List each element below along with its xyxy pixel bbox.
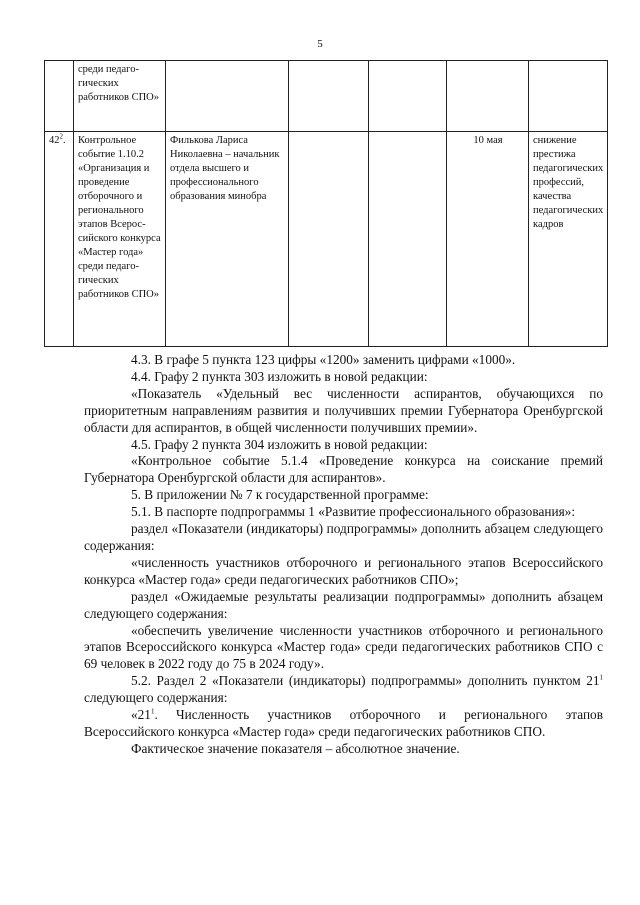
cell-risk: снижение престижа педагогических профессий, качества педагогических кадров (529, 132, 608, 347)
row-number: 42 (49, 135, 60, 146)
cell-date (447, 61, 529, 132)
cell-event: среди педаго-гических работников СПО» (74, 61, 166, 132)
paragraph-text: следующего содержания: (84, 690, 228, 706)
paragraph (84, 673, 603, 707)
superscript: 1 (150, 707, 155, 716)
cell-date: 10 мая (447, 132, 529, 347)
superscript: 1 (599, 673, 603, 682)
cell-responsible: Филькова Лариса Николаевна – начальник отдела высшего и профессионального образования минобра (166, 132, 289, 347)
cell-event: Контрольное событие 1.10.2 «Организация и проведение отборочного и регионального этапов Всерос-сийского конкурса «Мастер года» среди педаго-гических работников СПО» (74, 132, 166, 347)
cell-col4 (289, 61, 369, 132)
paragraph: Фактическое значение показателя – абсолютное значение. (131, 740, 460, 756)
table-row (45, 61, 608, 132)
table-row (45, 132, 608, 347)
paragraph-text: . Численность участников отборочного и регионального этапов Всероссийского конкурса «Мастер года» среди педагогических работников СПО. (84, 707, 603, 739)
cell-col4 (289, 132, 369, 347)
paragraph-text: 5.2. Раздел 2 «Показатели (индикаторы) подпрограммы» дополнить пунктом 21 (131, 673, 600, 689)
paragraph: «Показатель «Удельный вес численности аспирантов, обучающихся по приоритетным направлениям развития и получивших премии Губернатора Оренбургской области для аспирантов, в общей численности получивших премии». (84, 385, 603, 435)
paragraph: «численность участников отборочного и регионального этапов Всероссийского конкурса «Мастер года» среди педагогических работников СПО»; (84, 554, 603, 587)
row-number-superscript: 2 (59, 132, 63, 141)
cell-col5 (369, 61, 447, 132)
cell-col5 (369, 132, 447, 347)
cell-responsible (166, 61, 289, 132)
paragraph: 4.5. Графу 2 пункта 304 изложить в новой редакции: (131, 436, 428, 452)
paragraph: «обеспечить увеличение численности участников отборочного и регионального этапов Всероссийского конкурса «Мастер года» среди педагогических работников СПО с 69 человек в 2022 году до 75 в 2024 году». (84, 622, 603, 672)
paragraph: 4.3. В графе 5 пункта 123 цифры «1200» заменить цифрами «1000». (131, 352, 516, 367)
page-number: 5 (317, 38, 323, 50)
paragraph: 5.1. В паспорте подпрограммы 1 «Развитие профессионального образования»: (131, 504, 576, 520)
cell-number: $42^2$. (45, 132, 74, 347)
paragraph: «Контрольное событие 5.1.4 «Проведение конкурса на соискание премий Губернатора Оренбургской области для аспирантов». (84, 453, 603, 486)
document-body (84, 352, 603, 758)
paragraph (84, 707, 603, 741)
paragraph-text: «21 (131, 707, 151, 723)
paragraph: 5. В приложении № 7 к государственной программе: (131, 487, 429, 503)
paragraph: раздел «Ожидаемые результаты реализации подпрограммы» дополнить абзацем следующего содержания: (84, 588, 603, 621)
paragraph: раздел «Показатели (индикаторы) подпрограммы» дополнить абзацем следующего содержания: (84, 521, 603, 553)
cell-number (45, 61, 74, 132)
paragraph: 4.4. Графу 2 пункта 303 изложить в новой редакции: (131, 368, 428, 384)
plan-table (44, 60, 608, 347)
cell-risk (529, 61, 608, 132)
